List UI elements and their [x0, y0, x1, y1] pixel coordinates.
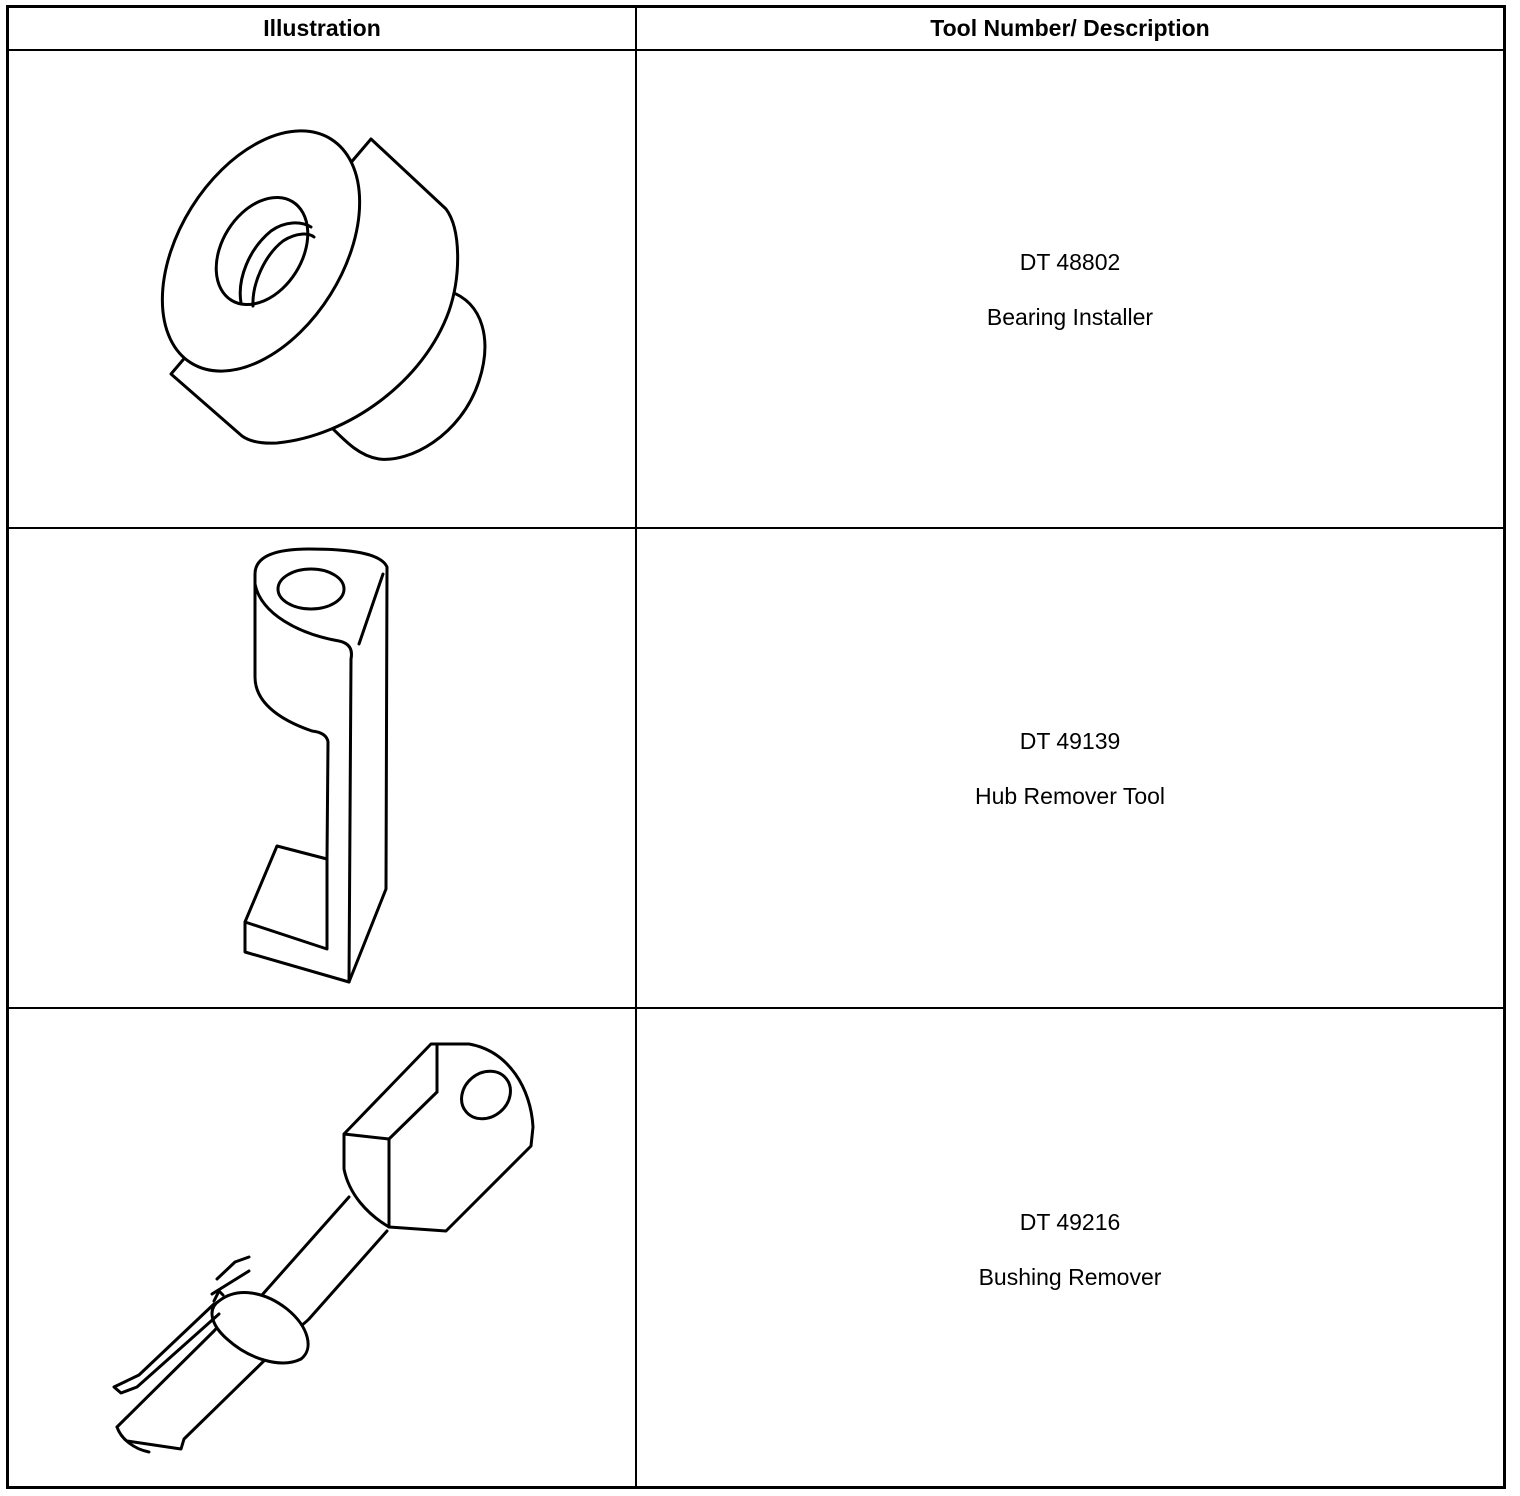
- tool-number: DT 48802: [1019, 249, 1121, 275]
- tool-description: Bushing Remover: [978, 1264, 1162, 1290]
- bushing-remover-icon: [9, 1009, 635, 1489]
- header-illustration: Illustration: [263, 15, 381, 41]
- table-row-illustration: [9, 1009, 635, 1489]
- tool-number: DT 49139: [1019, 728, 1121, 754]
- bearing-installer-icon: [9, 51, 635, 527]
- table-row-illustration: [9, 529, 635, 1007]
- tool-description-cell: [637, 51, 1503, 527]
- hub-remover-tool-icon: [9, 529, 635, 1007]
- tool-description-cell: [637, 1009, 1503, 1489]
- tool-description-cell: [637, 529, 1503, 1007]
- tool-number: DT 49216: [1019, 1209, 1121, 1235]
- tool-table: [6, 5, 1506, 1489]
- header-tool-description: Tool Number/ Description: [930, 15, 1210, 41]
- tool-description: Hub Remover Tool: [974, 783, 1166, 809]
- tool-description: Bearing Installer: [986, 304, 1154, 330]
- table-row-illustration: [9, 51, 635, 527]
